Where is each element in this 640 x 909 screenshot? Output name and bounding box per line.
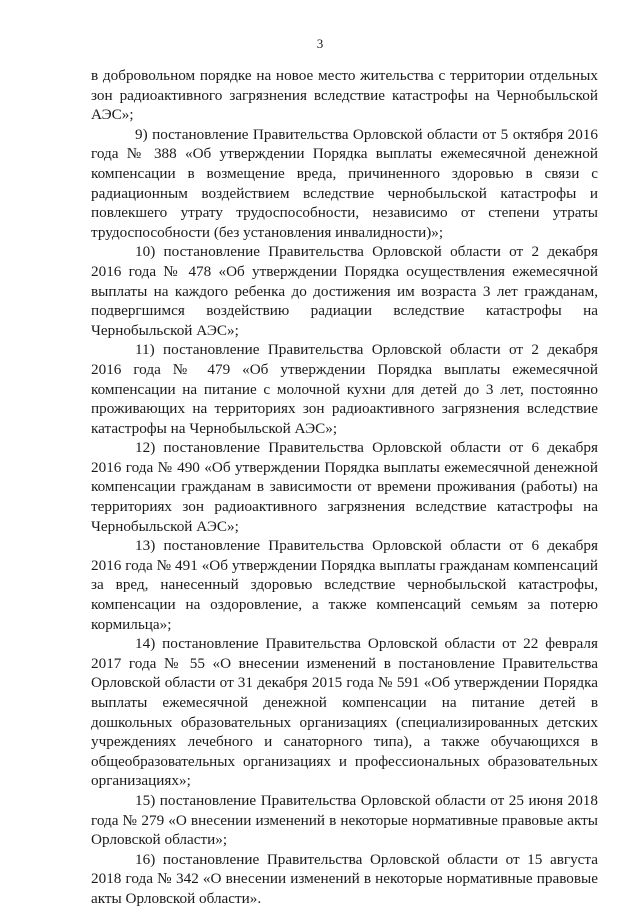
list-item-10: 10) постановление Правительства Орловской области от 2 декабря 2016 года № 478 «Об утверждении Порядка осуществления ежемесячной выплаты на каждого ребенка до достижения им возраста 3 лет гражданам, подвергшимся воздействию радиации вследствие катастрофы на Чернобыльской АЭС»; <box>91 243 598 339</box>
list-item-16: 16) постановление Правительства Орловской области от 15 августа 2018 года № 342 «О внесении изменений в некоторые нормативные правовые акты Орловской области». <box>91 850 598 907</box>
list-item-13: 13) постановление Правительства Орловской области от 6 декабря 2016 года № 491 «Об утверждении Порядка выплаты гражданам компенсаций за вред, нанесенный здоровью вследствие чернобыльской катастрофы, компенсации на оздоровление, а также компенсаций семьям за потерю кормильца»; <box>91 537 598 633</box>
document-body <box>91 66 598 909</box>
page-number: 3 <box>316 36 324 51</box>
list-item-15: 15) постановление Правительства Орловской области от 25 июня 2018 года № 279 «О внесении изменений в некоторые нормативные правовые акты Орловской области»; <box>91 791 598 849</box>
list-item-11: 11) постановление Правительства Орловской области от 2 декабря 2016 года № 479 «Об утверждении Порядка выплаты ежемесячной компенсации на питание с молочной кухни для детей до 3 лет, постоянно проживающих на территориях зон радиоактивного загрязнения вследствие катастрофы на Чернобыльской АЭС»; <box>91 341 598 437</box>
paragraph-continuation: в добровольном порядке на новое место жительства с территории отдельных зон радиоактивного загрязнения вследствие катастрофы на Чернобыльской АЭС»; <box>91 67 598 124</box>
list-item-14: 14) постановление Правительства Орловской области от 22 февраля 2017 года № 55 «О внесении изменений в постановление Правительства Орловской области от 31 декабря 2015 года № 591 «Об утверждении Порядка выплаты ежемесячной денежной компенсации на питание детей в дошкольных образовательных организациях (специализированных детских учреждениях лечебного и санаторного типа), а также обучающихся в общеобразовательных организациях и профессиональных образовательных организациях»; <box>91 635 598 790</box>
list-item-12: 12) постановление Правительства Орловской области от 6 декабря 2016 года № 490 «Об утверждении Порядка выплаты ежемесячной денежной компенсации гражданам в зависимости от времени проживания (работы) на территориях зон радиоактивного загрязнения вследствие катастрофы на Чернобыльской АЭС»; <box>91 439 598 535</box>
list-item-9: 9) постановление Правительства Орловской области от 5 октября 2016 года № 388 «Об утверждении Порядка выплаты ежемесячной денежной компенсации в возмещение вреда, причиненного здоровью в связи с радиационным воздействием вследствие чернобыльской катастрофы и повлекшего утрату трудоспособности, независимо от степени утраты трудоспособности (без установления инвалидности)»; <box>91 125 598 241</box>
